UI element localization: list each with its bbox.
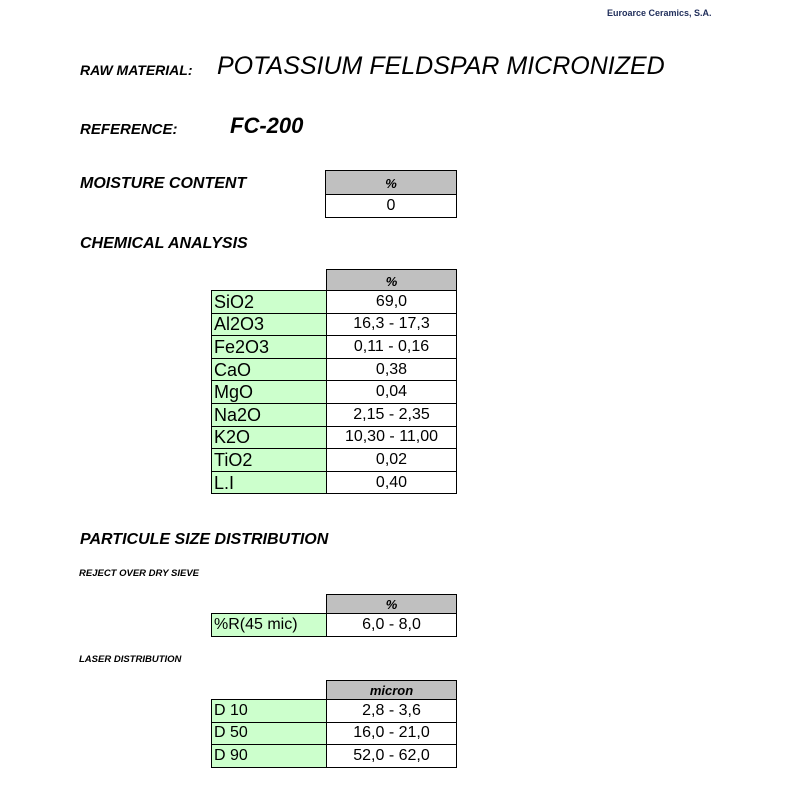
table-row: [212, 722, 457, 745]
reject-table: [211, 613, 457, 637]
row-label: MgO: [212, 381, 327, 404]
row-label: K2O: [212, 426, 327, 449]
reject-unit-header: %: [326, 594, 457, 614]
row-label: D 90: [212, 745, 327, 768]
row-value: 10,30 - 11,00: [327, 426, 457, 449]
row-label: Fe2O3: [212, 336, 327, 359]
row-value: 0,11 - 0,16: [327, 336, 457, 359]
row-value: 0,02: [327, 449, 457, 472]
row-label: D 10: [212, 700, 327, 723]
row-value: 0,04: [327, 381, 457, 404]
row-label: %R(45 mic): [212, 614, 327, 637]
moisture-value: 0: [325, 194, 457, 218]
particle-title: PARTICULE SIZE DISTRIBUTION: [80, 531, 329, 548]
row-value: 69,0: [327, 291, 457, 314]
row-value: 2,15 - 2,35: [327, 403, 457, 426]
row-label: SiO2: [212, 291, 327, 314]
row-label: D 50: [212, 722, 327, 745]
chemical-title: CHEMICAL ANALYSIS: [80, 235, 248, 252]
row-label: L.I: [212, 471, 327, 494]
table-row: [212, 426, 457, 449]
reference-label: REFERENCE:: [80, 121, 178, 138]
raw-material-value: POTASSIUM FELDSPAR MICRONIZED: [217, 52, 665, 80]
table-row: [212, 700, 457, 723]
table-row: [212, 471, 457, 494]
table-row: [212, 449, 457, 472]
moisture-unit-header: %: [325, 170, 457, 195]
table-row: [212, 313, 457, 336]
row-value: 52,0 - 62,0: [327, 745, 457, 768]
table-row: [212, 745, 457, 768]
row-value: 0,38: [327, 358, 457, 381]
laser-unit-header: micron: [326, 680, 457, 700]
row-label: TiO2: [212, 449, 327, 472]
chemical-table: [211, 290, 457, 494]
row-value: 6,0 - 8,0: [327, 614, 457, 637]
company-name: Euroarce Ceramics, S.A.: [607, 8, 712, 18]
reference-value: FC-200: [230, 113, 304, 138]
row-value: 0,40: [327, 471, 457, 494]
laser-table: [211, 699, 457, 768]
table-row: [212, 614, 457, 637]
row-label: Al2O3: [212, 313, 327, 336]
chemical-unit-header: %: [326, 269, 457, 293]
table-row: [212, 381, 457, 404]
table-row: [212, 291, 457, 314]
reject-title: REJECT OVER DRY SIEVE: [79, 568, 200, 579]
row-label: CaO: [212, 358, 327, 381]
row-value: 16,3 - 17,3: [327, 313, 457, 336]
raw-material-label: RAW MATERIAL:: [80, 62, 193, 78]
row-label: Na2O: [212, 403, 327, 426]
laser-title: LASER DISTRIBUTION: [79, 654, 182, 665]
row-value: 16,0 - 21,0: [327, 722, 457, 745]
table-row: [212, 336, 457, 359]
moisture-title: MOISTURE CONTENT: [80, 175, 247, 192]
row-value: 2,8 - 3,6: [327, 700, 457, 723]
table-row: [212, 403, 457, 426]
table-row: [212, 358, 457, 381]
